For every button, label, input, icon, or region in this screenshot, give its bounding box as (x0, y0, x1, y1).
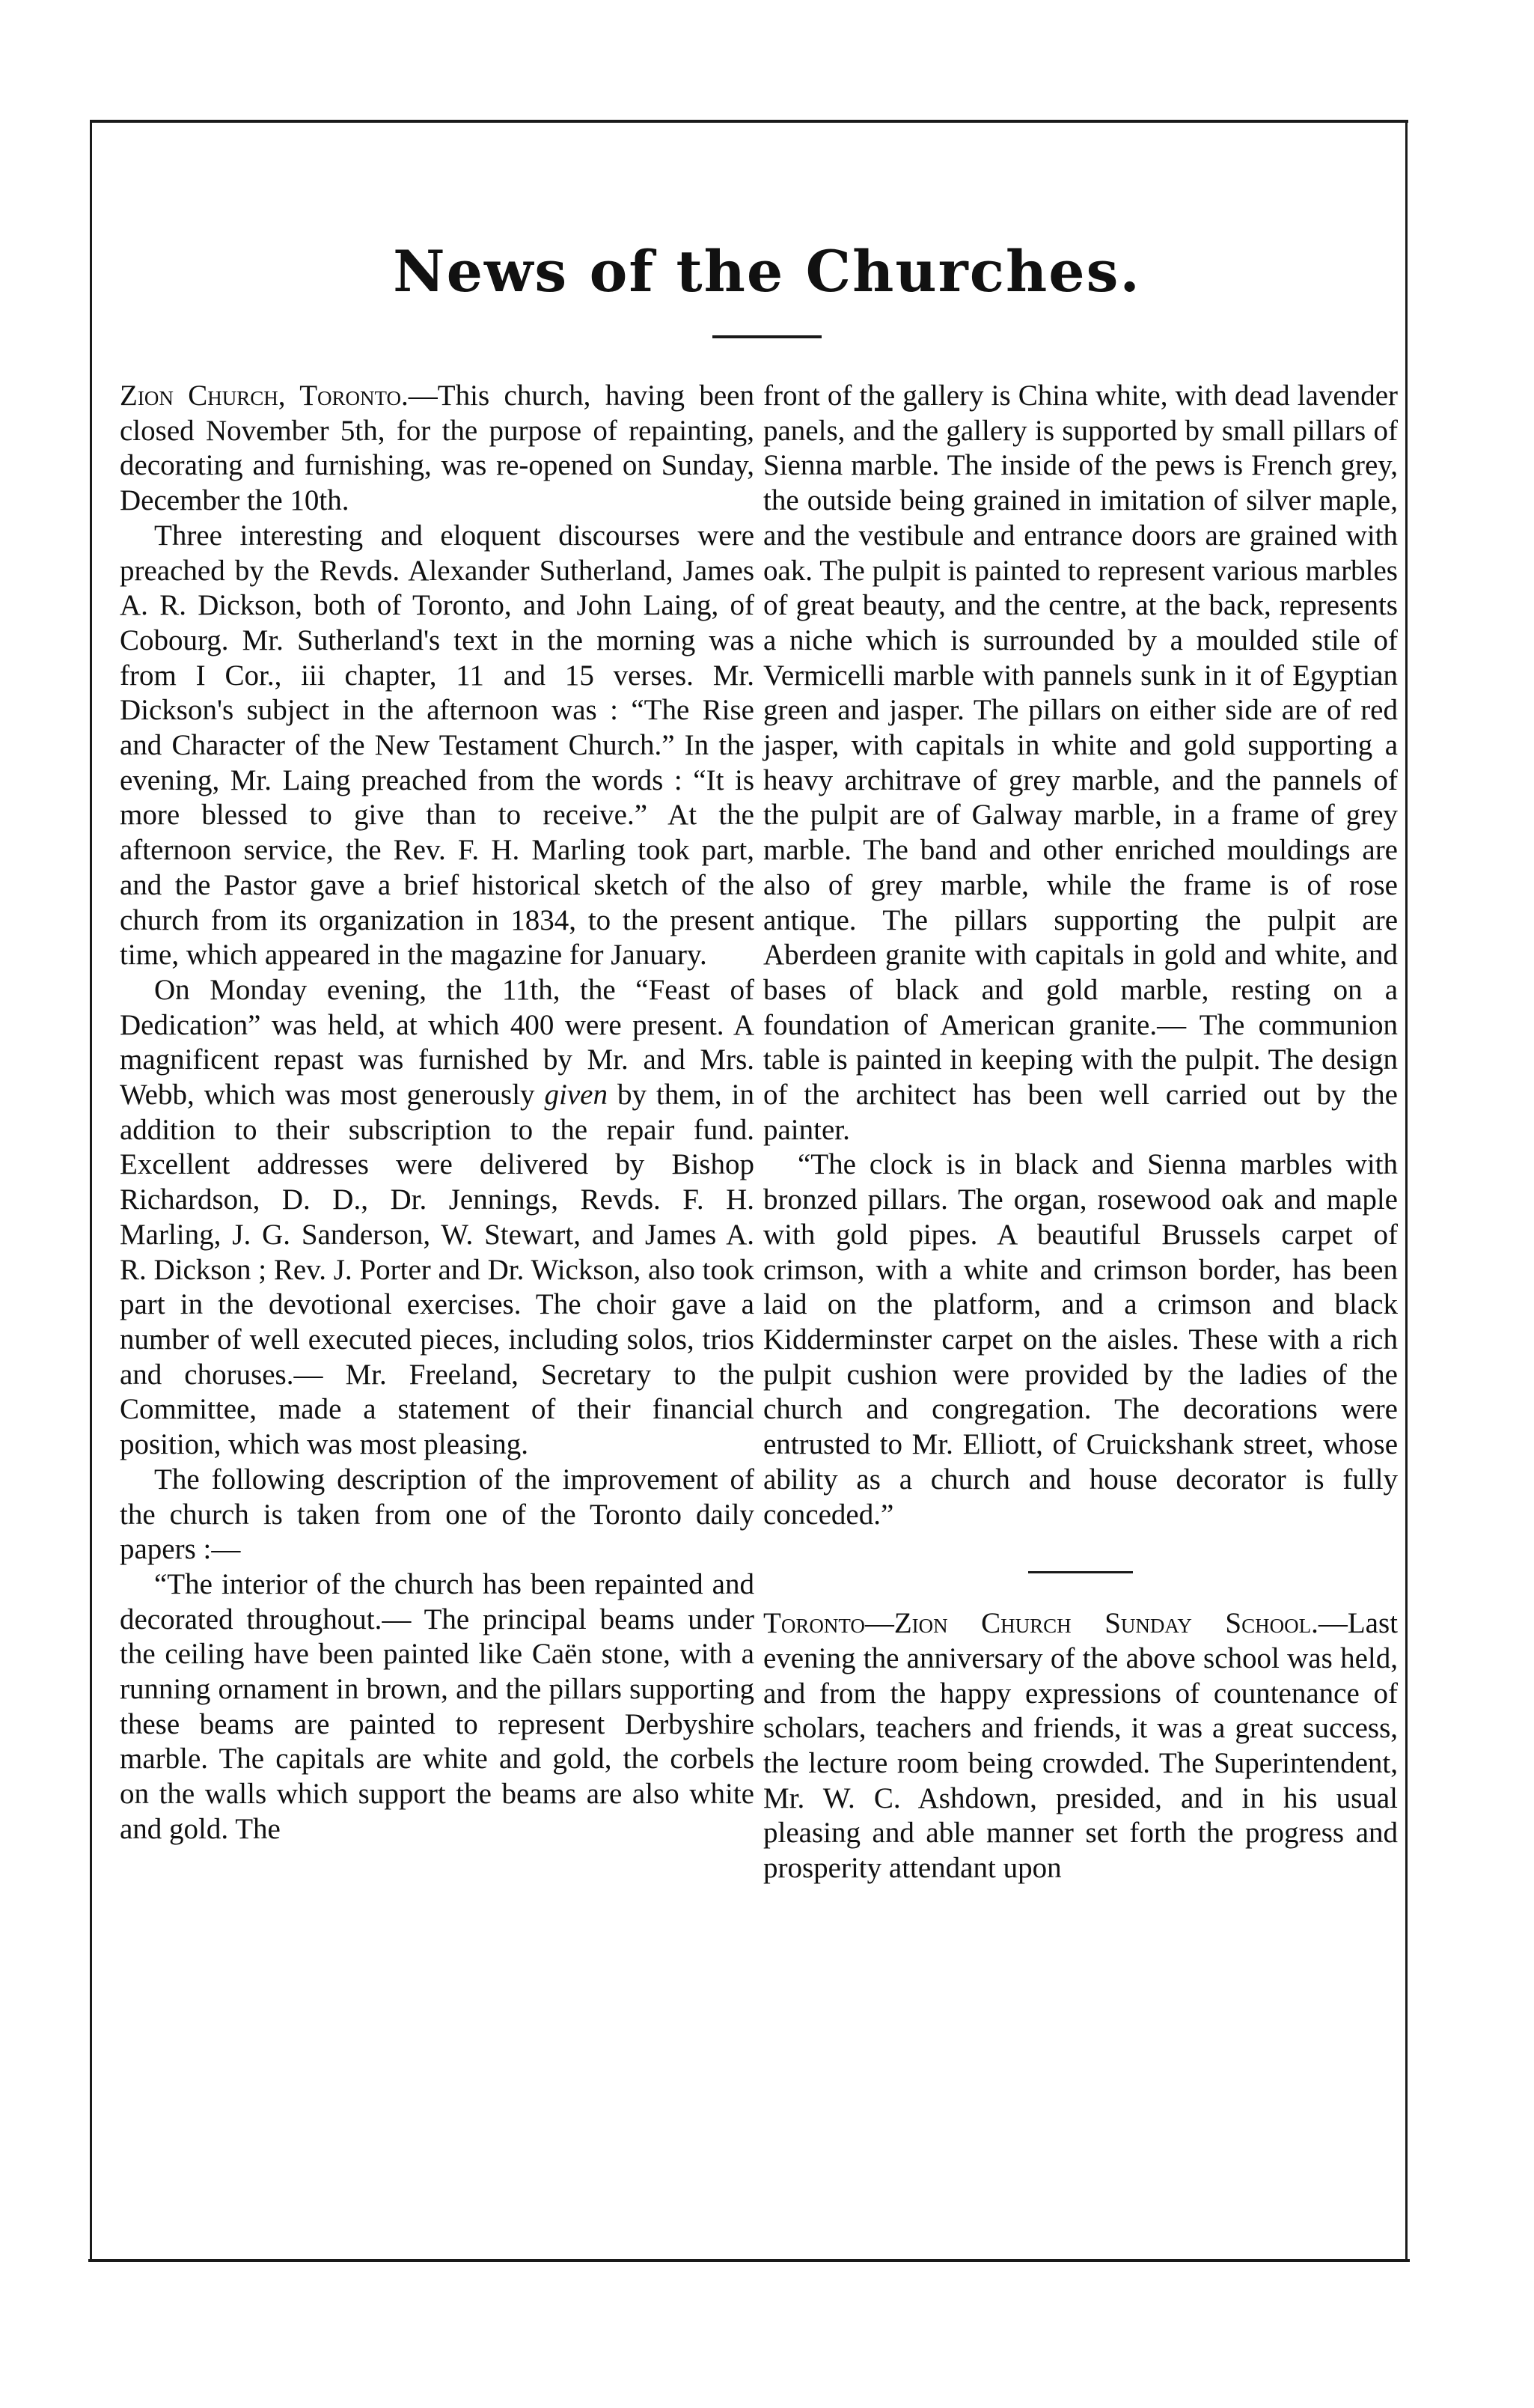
paragraph: The following description of the improvement of the church is taken from one of the Toronto daily papers :— (120, 1463, 754, 1566)
paragraph: “The clock is in black and Sienna marbles with bronzed pillars. The organ, rosewood oak and maple with gold pipes. A beautiful Brussels carpet of crimson, with a white and crimson border, has been laid on the platform, and a crimson and black Kidderminster carpet on the aisles. These with a rich pulpit cushion were provided by the ladies of the church and congregation. The decorations were entrusted to Mr. Elliott, of Cruickshank street, whose ability as a church and house decorator is fully conceded.” (763, 1148, 1398, 1531)
article-sunday-school-paragraph (763, 1606, 1398, 1886)
right-column (763, 379, 1398, 1886)
paragraph-text: —Last evening the anniversary of the above school was held, and from the happy expressions of countenance of scholars, teachers and friends, it was a great success, the lecture room being crowded. The Superintendent, Mr. W. C. Ashdown, presided, and in his usual pleasing and able manner set forth the progress and prosperity attendant upon (763, 1607, 1398, 1885)
article-heading: Toronto—Zion Church Sunday School. (763, 1607, 1318, 1640)
paragraph-text: On Monday evening, the 11th, the “Feast of Dedication” was held, at which 400 were present. A magnificent repast was furnished by Mr. and Mrs. Webb, which was most generously (120, 973, 754, 1112)
paragraph-text: —This church, having been closed November 5th, for the purpose of repainting, decorating and furnishing, was re-opened on Sunday, December the 10th. (120, 380, 754, 517)
paragraph: Three interesting and eloquent discourses were preached by the Revds. Alexander Sutherland, James A. R. Dickson, both of Toronto, and John Laing, of Cobourg. Mr. Sutherland's text in the morning was from I Cor., iii chapter, 11 and 15 verses. Mr. Dickson's subject in the afternoon was : “The Rise and Character of the New Testament Church.” In the evening, Mr. Laing preached from the words : “It is more blessed to give than to receive.” At the afternoon service, the Rev. F. H. Marling took part, and the Pastor gave a brief historical sketch of the church from its organization in 1834, to the present time, which appeared in the magazine for January. (120, 519, 754, 972)
page-border-left (90, 121, 92, 2261)
page-border-bottom (88, 2259, 1410, 2262)
paragraph-text: by them, in addition to their subscription to the repair fund. Excellent addresses were delivered by Bishop Richardson, D. D., Dr. Jennings, Revds. F. H. Marling, J. G. Sanderson, W. Stewart, and James A. R. Dickson ; Rev. J. Porter and Dr. Wickson, also took part in the devotional exercises. The choir gave a number of well executed pieces, including solos, trios and choruses.— Mr. Freeland, Secretary to the Committee, made a statement of their financial position, which was most pleasing. (120, 1079, 754, 1461)
article-zion-church-paragraph (120, 379, 754, 519)
paragraph (120, 973, 754, 1463)
paragraph: “The interior of the church has been repainted and decorated throughout.— The principal beams under the ceiling have been painted like Caën stone, with a running ornament in brown, and the pillars supporting these beams are painted to represent Derbyshire marble. The capitals are white and gold, the corbels on the walls which support the beams are also white and gold. The (120, 1567, 754, 1845)
left-column (120, 379, 754, 1847)
paragraph: front of the gallery is China white, with dead lavender panels, and the gallery is supported by small pillars of Sienna marble. The inside of the pews is French grey, the outside being grained in imitation of silver maple, and the vestibule and entrance doors are grained with oak. The pulpit is painted to represent various marbles of great beauty, and the centre, at the back, represents a niche which is surrounded by a moulded stile of Vermicelli marble with pannels sunk in it of Egyptian green and jasper. The pillars on either side are of red jasper, with capitals in white and gold supporting a heavy architrave of grey marble, and the pannels of the pulpit are of Galway marble, in a frame of grey marble. The band and other enriched mouldings are also of grey marble, while the frame is of rose antique. The pillars supporting the pulpit are Aberdeen granite with capitals in gold and white, and bases of black and gold marble, resting on a foundation of American granite.— The communion table is painted in keeping with the pulpit. The design of the architect has been well carried out by the painter. (763, 380, 1398, 1146)
page-title: News of the Churches. (393, 238, 1141, 305)
italic-text: given (544, 1079, 608, 1112)
section-separator (1028, 1571, 1133, 1573)
title-rule (712, 335, 822, 338)
page-border-top (90, 120, 1408, 123)
page-border-right (1405, 121, 1408, 2261)
article-heading: Zion Church, Toronto. (120, 380, 409, 412)
